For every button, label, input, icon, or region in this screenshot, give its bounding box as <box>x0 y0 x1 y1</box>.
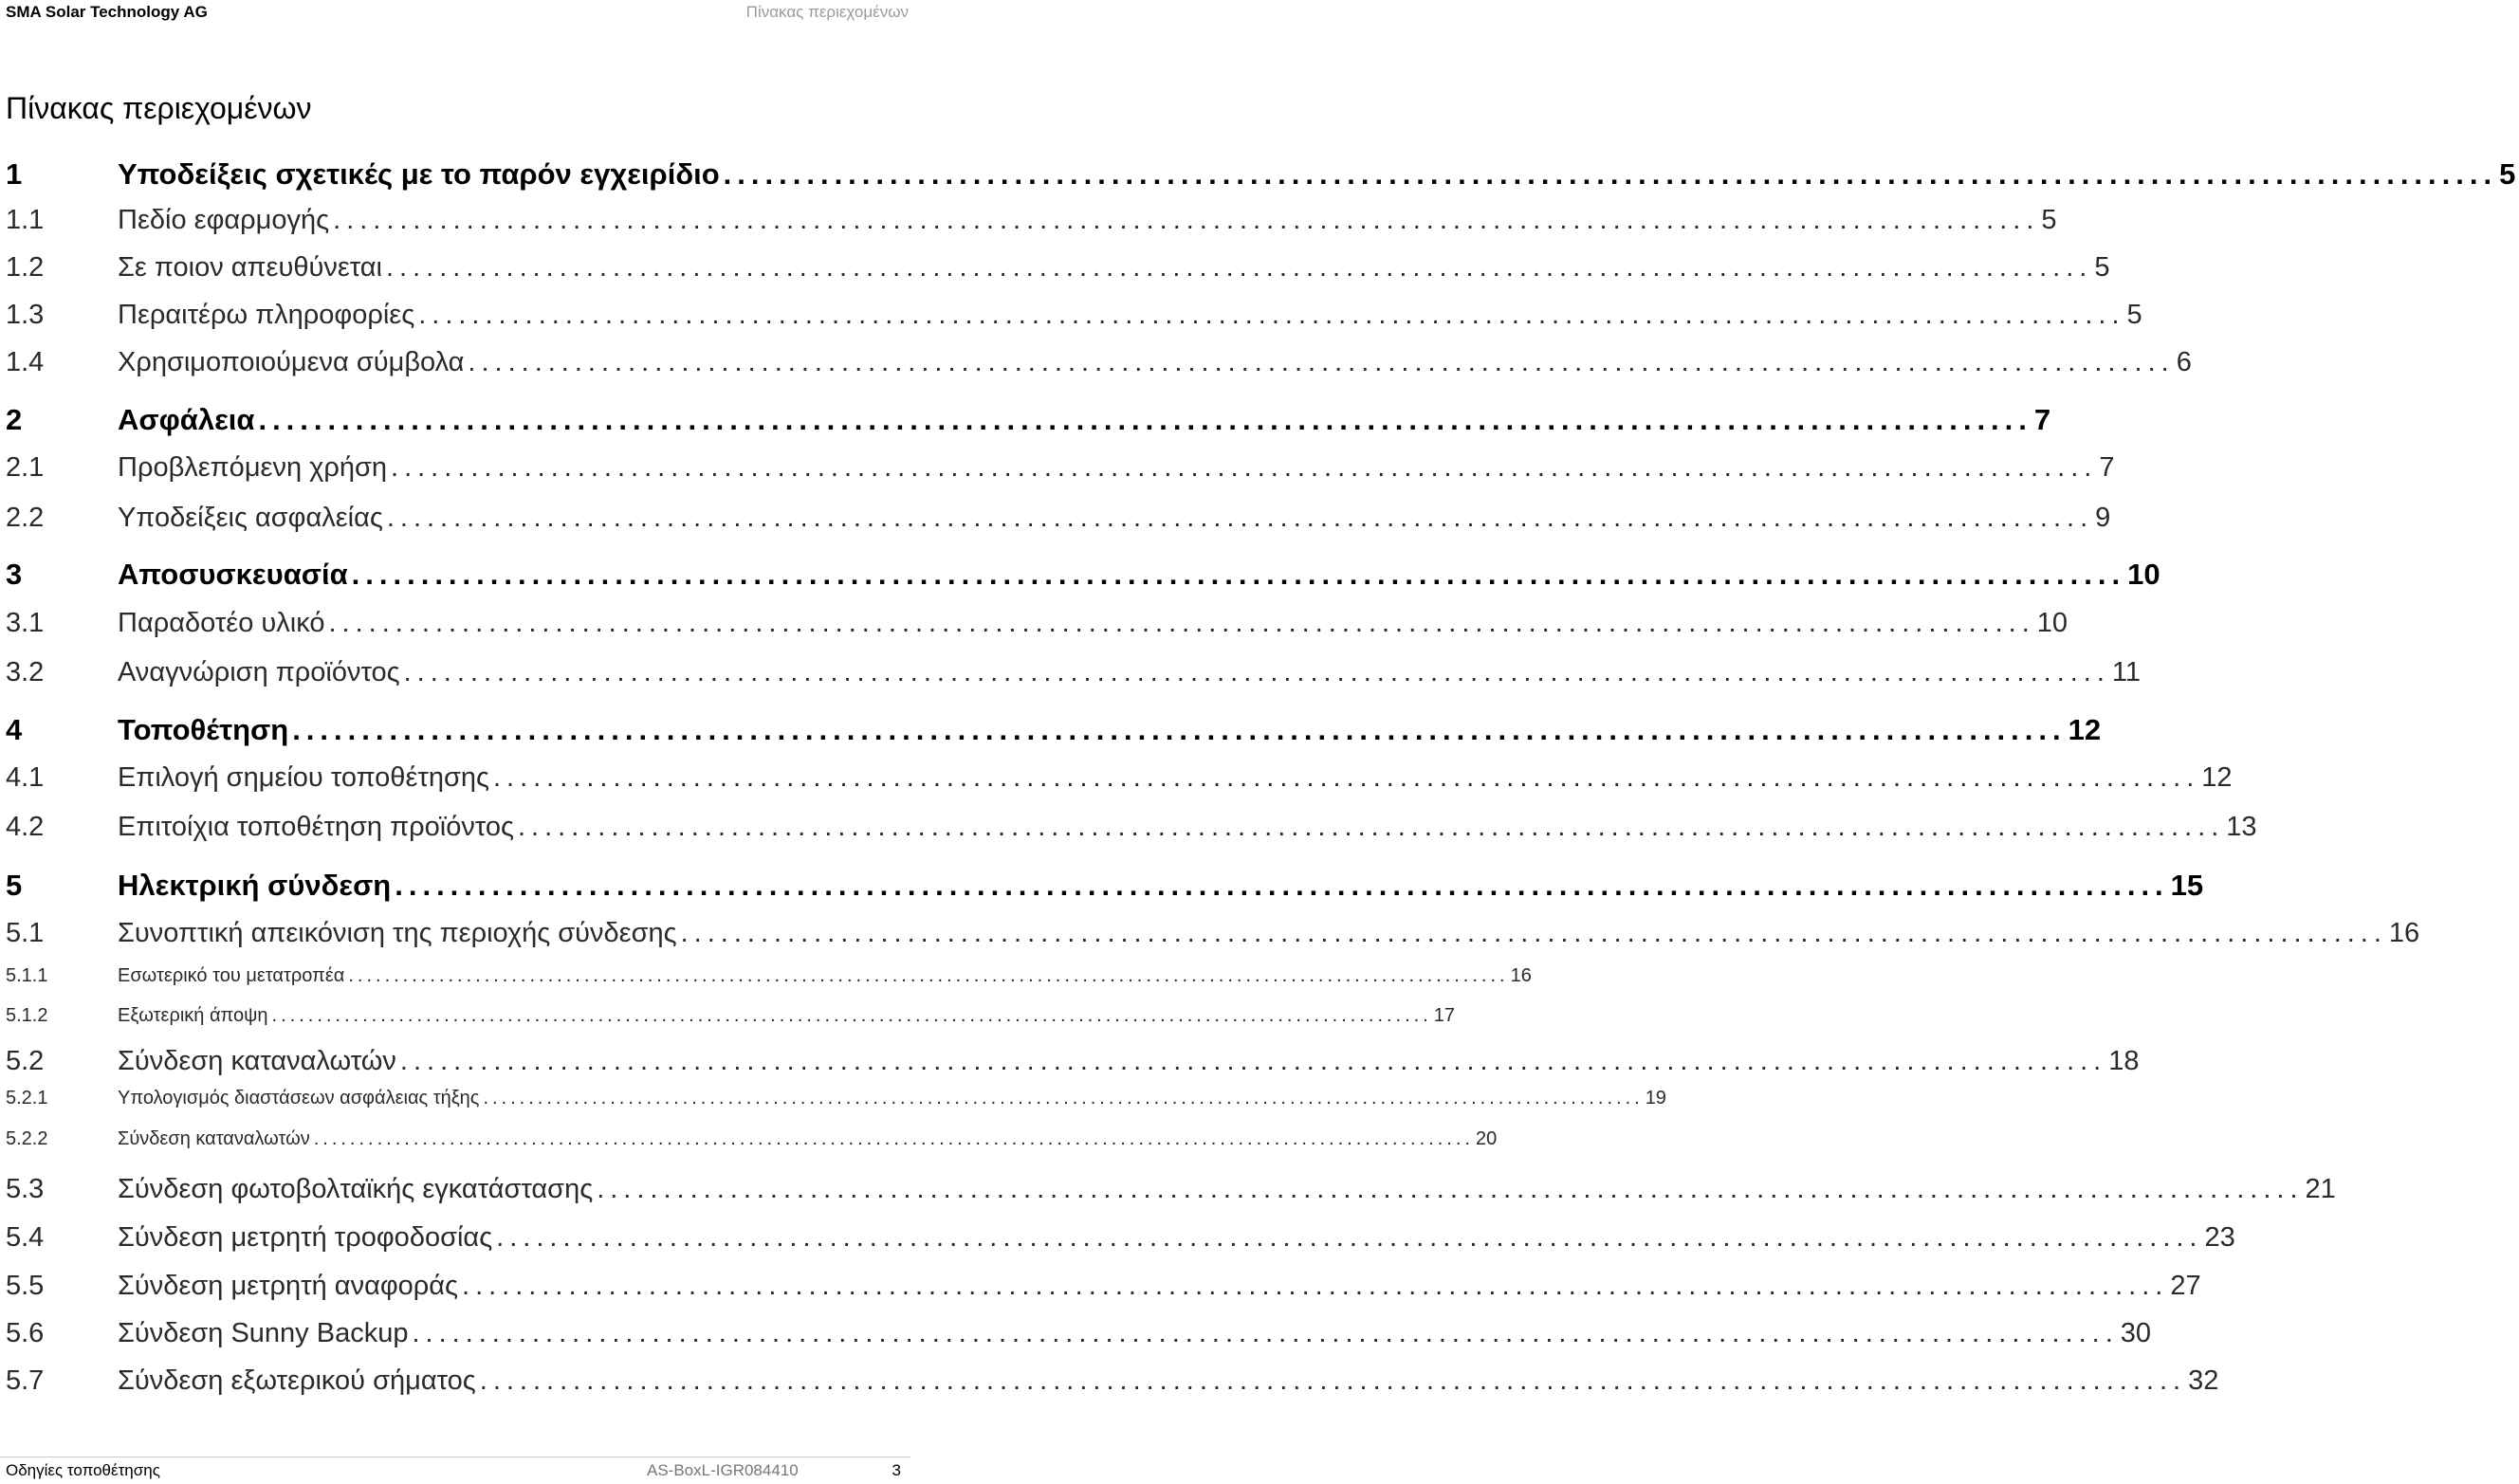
toc-entry-title: Σύνδεση εξωτερικού σήματος <box>118 1365 476 1396</box>
toc-entry[interactable] <box>0 503 2111 534</box>
toc-entry-number: 2 <box>6 403 23 436</box>
toc-dot-leader: ................................................................................................................................ <box>399 1046 2107 1076</box>
toc-entry-title: Ασφάλεια <box>118 403 255 436</box>
toc-entry-title: Σύνδεση καταναλωτών <box>118 1128 310 1149</box>
toc-dot-leader: ................................................................................................................................ <box>386 252 2093 283</box>
toc-entry-title: Πεδίο εφαρμογής <box>118 205 330 235</box>
toc-entry-page: 6 <box>2176 347 2192 377</box>
toc-entry-title: Υπολογισμός διαστάσεων ασφάλειας τήξης <box>118 1088 480 1108</box>
toc-dot-leader: ................................................................................................................................ <box>351 558 2126 591</box>
toc-entry-page: 27 <box>2170 1271 2201 1301</box>
toc-dot-leader: ................................................................................................................................ <box>258 403 2032 436</box>
toc-entry-page: 21 <box>2305 1174 2336 1204</box>
page-title: Πίνακας περιεχομένων <box>6 91 312 125</box>
toc-entry[interactable] <box>0 1128 1498 1150</box>
toc-entry-title: Σύνδεση φωτοβολταϊκής εγκατάστασης <box>118 1174 594 1204</box>
toc-entry-page: 12 <box>2201 762 2233 793</box>
toc-dot-leader: ................................................................................................................................ <box>313 1128 1474 1149</box>
toc-entry-title: Σύνδεση Sunny Backup <box>118 1318 409 1348</box>
toc-entry-number: 4.1 <box>6 762 45 793</box>
toc-entry-number: 3.2 <box>6 657 45 687</box>
toc-entry-page: 11 <box>2111 657 2142 687</box>
toc-entry-title: Προβλεπόμενη χρήση <box>118 452 388 483</box>
toc-entry[interactable] <box>0 347 2192 378</box>
toc-entry-page: 5 <box>2499 157 2516 191</box>
toc-dot-leader: ................................................................................................................................ <box>468 347 2175 377</box>
toc-entry[interactable] <box>0 869 2204 903</box>
toc-entry-number: 5.7 <box>6 1365 45 1396</box>
toc-entry[interactable] <box>0 1222 2235 1254</box>
toc-entry[interactable] <box>0 713 2102 747</box>
toc-entry-title: Παραδοτέο υλικό <box>118 608 325 638</box>
toc-entry-title: Επιλογή σημείου τοποθέτησης <box>118 762 489 793</box>
toc-entry-number: 5.1.1 <box>6 965 48 986</box>
document-code: AS-BoxL-IGR084410 <box>647 1461 799 1479</box>
toc-dot-leader: ................................................................................................................................ <box>418 300 2125 330</box>
toc-entry-number: 5.2.2 <box>6 1128 48 1149</box>
toc-entry-title: Αναγνώριση προϊόντος <box>118 657 400 687</box>
toc-entry-number: 3.1 <box>6 608 45 638</box>
toc-entry-page: 13 <box>2226 812 2257 842</box>
toc-entry-page: 16 <box>2388 918 2420 948</box>
toc-entry-page: 20 <box>1475 1128 1498 1149</box>
page-footer <box>0 1457 910 1484</box>
toc-entry-title: Υποδείξεις σχετικές με το παρόν εγχειρίδιο <box>118 157 720 191</box>
toc-entry-page: 15 <box>2170 869 2204 902</box>
toc-entry[interactable] <box>0 1046 2140 1077</box>
toc-entry-number: 3 <box>6 558 23 591</box>
toc-entry[interactable] <box>0 1365 2219 1397</box>
toc-entry-number: 2.1 <box>6 452 45 483</box>
toc-dot-leader: ................................................................................................................................ <box>479 1365 2187 1396</box>
toc-entry-page: 7 <box>2099 452 2115 483</box>
toc-entry-number: 1.4 <box>6 347 45 377</box>
toc-entry-title: Αποσυσκευασία <box>118 558 348 591</box>
toc-entry[interactable] <box>0 252 2110 284</box>
toc-entry[interactable] <box>0 452 2115 484</box>
toc-entry-number: 5.2 <box>6 1046 45 1076</box>
toc-entry-page: 17 <box>1433 1005 1456 1026</box>
toc-entry[interactable] <box>0 1318 2152 1349</box>
toc-entry-number: 4 <box>6 713 23 746</box>
toc-dot-leader: ................................................................................................................................ <box>597 1174 2304 1204</box>
toc-entry[interactable] <box>0 205 2057 236</box>
toc-entry-number: 5.3 <box>6 1174 45 1204</box>
toc-entry-page: 23 <box>2204 1222 2235 1253</box>
toc-entry-title: Σε ποιον απευθύνεται <box>118 252 382 283</box>
toc-entry[interactable] <box>0 157 2516 192</box>
toc-entry-title: Συνοπτική απεικόνιση της περιοχής σύνδεσης <box>118 918 677 948</box>
toc-entry[interactable] <box>0 918 2420 949</box>
toc-entry-title: Υποδείξεις ασφαλείας <box>118 503 383 533</box>
toc-entry-title: Σύνδεση καταναλωτών <box>118 1046 396 1076</box>
toc-entry-page: 12 <box>2068 713 2102 746</box>
toc-entry-page: 5 <box>2126 300 2142 330</box>
toc-entry-title: Χρησιμοποιούμενα σύμβολα <box>118 347 465 377</box>
toc-entry-title: Περαιτέρω πληροφορίες <box>118 300 415 330</box>
toc-entry[interactable] <box>0 657 2142 688</box>
toc-entry-number: 5.2.1 <box>6 1088 48 1108</box>
toc-entry-page: 5 <box>2041 205 2057 235</box>
toc-entry[interactable] <box>0 812 2257 843</box>
toc-entry[interactable] <box>0 403 2051 437</box>
toc-entry-title: Επιτοίχια τοποθέτηση προϊόντος <box>118 812 514 842</box>
toc-dot-leader: ................................................................................................................................ <box>723 157 2498 191</box>
toc-entry-title: Τοποθέτηση <box>118 713 289 746</box>
toc-entry-number: 5.6 <box>6 1318 45 1348</box>
toc-entry-number: 1.2 <box>6 252 45 283</box>
toc-entry[interactable] <box>0 762 2233 794</box>
toc-entry-page: 32 <box>2188 1365 2219 1396</box>
toc-entry-number: 5 <box>6 869 23 902</box>
toc-dot-leader: ................................................................................................................................ <box>517 812 2225 842</box>
toc-entry-page: 5 <box>2094 252 2110 283</box>
toc-dot-leader: ................................................................................................................................ <box>483 1088 1644 1108</box>
header-section-title: Πίνακας περιεχομένων <box>745 3 909 21</box>
toc-entry-page: 7 <box>2033 403 2051 436</box>
toc-entry[interactable] <box>0 1005 1456 1027</box>
toc-entry[interactable] <box>0 300 2142 331</box>
toc-entry-number: 4.2 <box>6 812 45 842</box>
toc-entry-number: 5.1 <box>6 918 45 948</box>
toc-entry[interactable] <box>0 1271 2201 1302</box>
company-name: SMA Solar Technology AG <box>6 3 208 21</box>
toc-dot-leader: ................................................................................................................................ <box>328 608 2035 638</box>
toc-entry-page: 30 <box>2120 1318 2152 1348</box>
toc-entry-page: 9 <box>2095 503 2111 533</box>
toc-dot-leader: ................................................................................................................................ <box>333 205 2040 235</box>
toc-entry-number: 1.3 <box>6 300 45 330</box>
toc-dot-leader: ................................................................................................................................ <box>680 918 2387 948</box>
toc-dot-leader: ................................................................................................................................ <box>292 713 2067 746</box>
toc-entry-title: Σύνδεση μετρητή αναφοράς <box>118 1271 459 1301</box>
toc-entry[interactable] <box>0 608 2069 639</box>
toc-entry-number: 5.5 <box>6 1271 45 1301</box>
toc-dot-leader: ................................................................................................................................ <box>386 503 2094 533</box>
toc-entry-number: 1 <box>6 157 23 191</box>
toc-entry-page: 10 <box>2127 558 2160 591</box>
toc-entry-page: 10 <box>2036 608 2069 638</box>
toc-entry-number: 5.1.2 <box>6 1005 48 1026</box>
toc-entry[interactable] <box>0 1174 2336 1205</box>
document-type: Οδηγίες τοποθέτησης <box>6 1461 160 1479</box>
toc-dot-leader: ................................................................................................................................ <box>348 965 1509 986</box>
toc-entry-title: Εξωτερική άποψη <box>118 1005 268 1026</box>
toc-entry-page: 16 <box>1510 965 1532 986</box>
toc-dot-leader: ................................................................................................................................ <box>412 1318 2119 1348</box>
toc-entry-title: Εσωτερικό του μετατροπέα <box>118 965 345 986</box>
toc-entry[interactable] <box>0 965 1532 987</box>
toc-entry[interactable] <box>0 558 2160 592</box>
toc-entry-page: 19 <box>1645 1088 1666 1108</box>
toc-dot-leader: ................................................................................................................................ <box>496 1222 2203 1253</box>
toc-dot-leader: ................................................................................................................................ <box>391 452 2098 483</box>
toc-dot-leader: ................................................................................................................................ <box>403 657 2110 687</box>
toc-dot-leader: ................................................................................................................................ <box>271 1005 1432 1026</box>
page-header <box>0 0 910 28</box>
toc-entry-title: Ηλεκτρική σύνδεση <box>118 869 392 902</box>
toc-dot-leader: ................................................................................................................................ <box>395 869 2169 902</box>
toc-entry-number: 1.1 <box>6 205 45 235</box>
toc-entry-number: 2.2 <box>6 503 45 533</box>
toc-entry-page: 18 <box>2108 1046 2140 1076</box>
toc-dot-leader: ................................................................................................................................ <box>492 762 2200 793</box>
toc-entry-title: Σύνδεση μετρητή τροφοδοσίας <box>118 1222 493 1253</box>
toc-entry[interactable] <box>0 1088 1666 1109</box>
toc-dot-leader: ................................................................................................................................ <box>462 1271 2169 1301</box>
toc-entry-number: 5.4 <box>6 1222 45 1253</box>
page-number: 3 <box>892 1461 901 1479</box>
